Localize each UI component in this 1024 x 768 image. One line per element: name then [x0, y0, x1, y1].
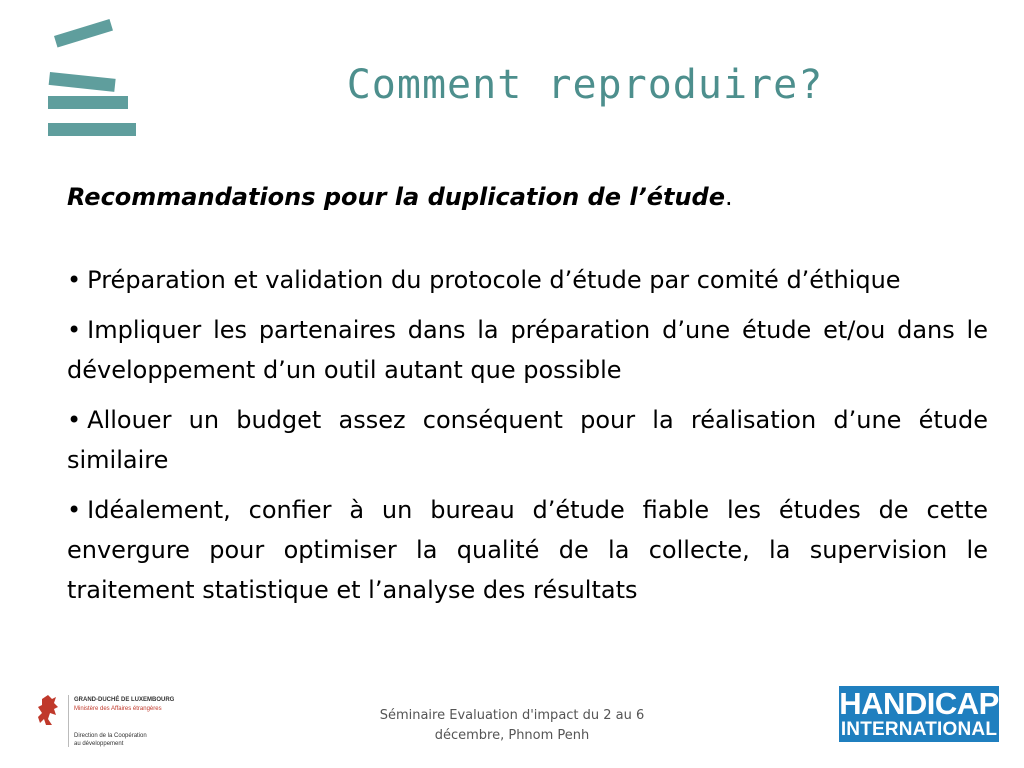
slide-title: Comment reproduire?: [346, 62, 824, 108]
footer-text: [360, 706, 664, 746]
logo-text-development: au développement: [74, 741, 124, 747]
bullet-text: Préparation et validation du protocole d’étude par comité d’éthique: [87, 266, 901, 294]
bullet-item: [67, 310, 988, 390]
bullet-text: Impliquer les partenaires dans la préparation d’une étude et/ou dans le développement d’un outil autant que possible: [67, 316, 988, 384]
bullet-text: Idéalement, confier à un bureau d’étude fiable les études de cette envergure pour optimiser la qualité de la collecte, la supervision le traitement statistique et l’analyse des résultats: [67, 496, 988, 604]
logo-bar-2: [49, 72, 116, 92]
slide-subtitle: [67, 183, 733, 211]
bullet-item: [67, 400, 988, 480]
slide-logo-bars: [44, 26, 140, 138]
bullet-symbol: •: [67, 316, 82, 344]
handicap-international-logo: [839, 686, 999, 742]
subtitle-text: Recommandations pour la duplication de l’étude: [67, 183, 725, 211]
red-lion-icon: [34, 693, 64, 733]
luxembourg-logo: [34, 693, 194, 753]
footer-line-2: décembre, Phnom Penh: [434, 728, 590, 743]
logo-bar-4: [48, 123, 136, 136]
logo-word-handicap: HANDICAP: [839, 686, 999, 721]
logo-bar-3: [48, 96, 128, 109]
bullet-text: Allouer un budget assez conséquent pour la réalisation d’une étude similaire: [67, 406, 988, 474]
bullet-list: [67, 260, 988, 620]
logo-text-ministry: Ministère des Affaires étrangères: [74, 706, 162, 712]
logo-text-direction: Direction de la Coopération: [74, 733, 147, 739]
logo-text-country: GRAND-DUCHÉ DE LUXEMBOURG: [74, 697, 175, 703]
logo-word-international: INTERNATIONAL: [840, 719, 998, 740]
subtitle-punct: .: [724, 183, 733, 211]
footer-line-1: Séminaire Evaluation d'impact du 2 au 6: [379, 708, 645, 723]
bullet-symbol: •: [67, 496, 82, 524]
bullet-item: [67, 490, 988, 610]
logo-divider: [68, 695, 69, 747]
bullet-item: [67, 260, 988, 300]
bullet-symbol: •: [67, 266, 82, 294]
logo-bar-1: [54, 19, 113, 47]
bullet-symbol: •: [67, 406, 82, 434]
